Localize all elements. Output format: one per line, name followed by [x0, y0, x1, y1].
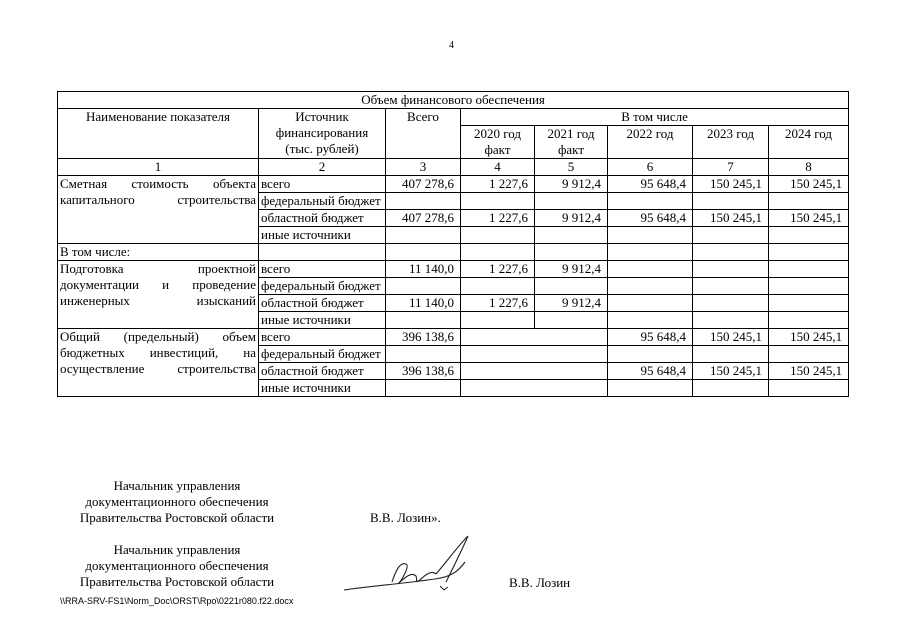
table-row: Общий (предельный) объем бюджетных инвестиций, на осуществление строительства всего 396 138,6 95 648,4 150 245,1 150 245,1 — [58, 329, 849, 346]
signature1-line3: Правительства Ростовской области — [79, 510, 275, 525]
signature2-line2: документационного обеспечения — [85, 558, 269, 573]
header-including: В том числе — [461, 109, 849, 126]
header-year-2024: 2024 год — [769, 126, 849, 159]
table-top-header: Объем финансового обеспечения — [58, 92, 849, 109]
signature2-line3: Правительства Ростовской области — [79, 574, 275, 589]
table-row: федеральный бюджет — [58, 193, 849, 210]
table-row: федеральный бюджет — [58, 278, 849, 295]
column-number-row: 1 2 3 4 5 6 7 8 — [58, 159, 849, 176]
financing-table — [57, 91, 849, 397]
section1-name: Сметная стоимость объекта капитального строительства — [58, 176, 259, 244]
table-row: Подготовка проектной документации и проведение инженерных изысканий всего 11 140,0 1 227,6 9 912,4 — [58, 261, 849, 278]
table-row: областной бюджет 396 138,6 95 648,4 150 245,1 150 245,1 — [58, 363, 849, 380]
table-row: иные источники — [58, 380, 849, 397]
signature1-line2: документационного обеспечения — [85, 494, 269, 509]
page-number: 4 — [449, 40, 454, 51]
section2-name: Подготовка проектной документации и проведение инженерных изысканий — [58, 261, 259, 329]
header-year-2020: 2020 год факт — [461, 126, 535, 159]
signature2-line1: Начальник управления — [113, 542, 241, 557]
signature2-name: В.В. Лозин — [509, 575, 571, 590]
header-year-2021: 2021 год факт — [535, 126, 608, 159]
table-row: иные источники — [58, 312, 849, 329]
signature-block-2 — [62, 542, 292, 590]
signature1-name: В.В. Лозин». — [370, 510, 441, 525]
table-row: федеральный бюджет — [58, 346, 849, 363]
header-year-2022: 2022 год — [608, 126, 693, 159]
signature-block-1 — [62, 478, 292, 526]
section3-name: Общий (предельный) объем бюджетных инвестиций, на осуществление строительства — [58, 329, 259, 397]
table-row — [58, 244, 849, 261]
signature1-line1: Начальник управления — [113, 478, 241, 493]
table-row: областной бюджет 11 140,0 1 227,6 9 912,4 — [58, 295, 849, 312]
table-row: областной бюджет 407 278,6 1 227,6 9 912,4 95 648,4 150 245,1 150 245,1 — [58, 210, 849, 227]
table-row: Сметная стоимость объекта капитального строительства всего 407 278,6 1 227,6 9 912,4 95 648,4 150 245,1 150 245,1 — [58, 176, 849, 193]
header-indicator-name: Наименование показателя — [58, 109, 259, 159]
header-year-2023: 2023 год — [693, 126, 769, 159]
handwritten-signature-icon — [340, 532, 475, 597]
header-funding-source: Источник финансирования (тыс. рублей) — [259, 109, 386, 159]
table-row: иные источники — [58, 227, 849, 244]
in-that-number-label: В том числе: — [58, 244, 259, 261]
header-total: Всего — [386, 109, 461, 159]
footer-file-path: \\RRA-SRV-FS1\Norm_Doc\ORST\Rpo\0221r080.f22.docx — [60, 596, 294, 606]
